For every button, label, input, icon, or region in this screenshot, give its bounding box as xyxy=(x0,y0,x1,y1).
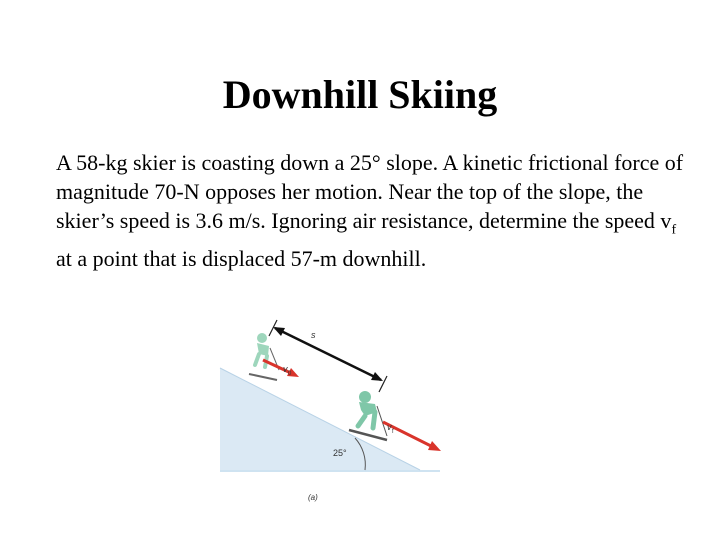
displacement-label: s xyxy=(311,330,316,340)
slide-title: Downhill Skiing xyxy=(222,72,498,117)
initial-velocity-label: v xyxy=(283,364,288,374)
problem-text xyxy=(56,148,696,273)
final-velocity-subscript: f xyxy=(392,429,394,435)
angle-label: 25° xyxy=(333,448,347,458)
final-velocity-label: v xyxy=(387,422,392,432)
figure-caption: (a) xyxy=(308,493,318,502)
initial-velocity-subscript: 0 xyxy=(288,371,292,377)
final-velocity-subscript: f xyxy=(671,222,677,238)
displacement-arrowhead-back xyxy=(273,327,285,336)
skier-top xyxy=(249,333,279,380)
slope-diagram xyxy=(215,310,465,510)
displacement-arrowhead xyxy=(371,372,383,381)
problem-text-end: at a point that is displaced 57-m downhill. xyxy=(56,246,427,272)
skiing-figure xyxy=(215,310,465,510)
skier-bottom xyxy=(349,391,387,440)
problem-text-main: A 58-kg skier is coasting down a 25° slope. A kinetic frictional force of magnitude 70-N opposes her motion. Near the top of the slope, the skier’s speed is 3.6 m/s. Ignoring air resistance, determine the speed v xyxy=(56,150,684,233)
final-velocity-arrowhead xyxy=(428,441,441,451)
